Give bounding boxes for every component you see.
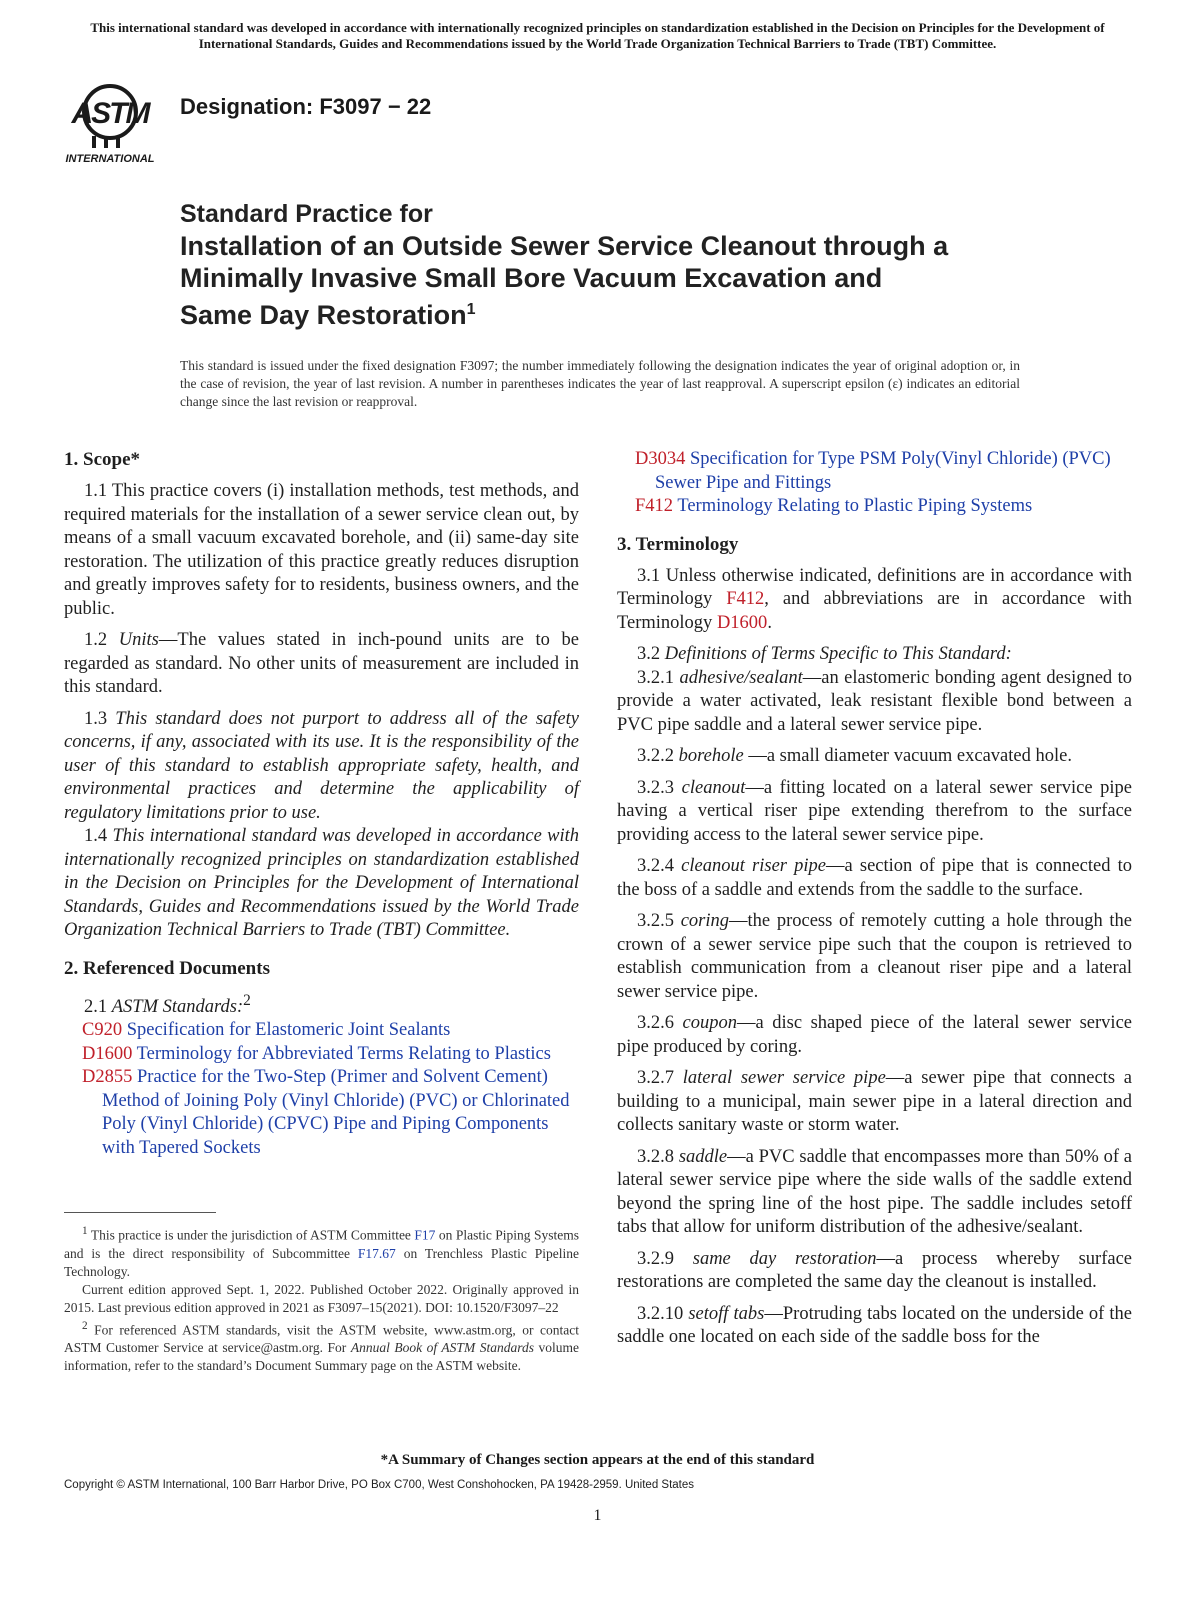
ref-d1600[interactable]: D1600 Terminology for Abbreviated Terms Relating to Plastics	[82, 1043, 551, 1064]
def-3-2-4: 3.2.4 cleanout riser pipe—a section of pipe that is connected to the boss of a saddle and extends from the saddle to the surface.	[617, 856, 1132, 900]
tbt-notice: This international standard was developed in accordance with internationally recognized principles on standardization established in the Decision on Principles for the Development of International Standards, Guides and Recommendations issued by the World Trade Organization Technical Barriers to Trade (TBT) Committee.	[90, 20, 1105, 51]
right-column	[617, 448, 1132, 1358]
scope-heading: 1. Scope*	[64, 449, 140, 470]
footnotes	[64, 1222, 579, 1375]
issue-note: This standard is issued under the fixed designation F3097; the number immediately following the designation indicates the year of original adoption or, in the case of revision, the year of last revision. A number in parentheses indicates the year of last reapproval. A superscript epsilon (ε) indicates an editorial change since the last revision or reapproval.	[180, 358, 1020, 409]
para-1-1: 1.1 This practice covers (i) installation methods, test methods, and required materials for the installation of a sewer service clean out, by means of a small vacuum excavated borehole, and (ii) same-day site restoration. The utilization of this practice greatly reduces disruption and greatly improves safety for to residents, business owners, and the public.	[64, 481, 579, 619]
def-3-2-6: 3.2.6 coupon—a disc shaped piece of the lateral sewer service pipe produced by coring.	[617, 1013, 1132, 1057]
logo-letters: ASTM	[71, 97, 149, 130]
footnote-1-edition: Current edition approved Sept. 1, 2022. Published October 2022. Originally approved in 2015. Last previous edition approved in 2021 as F3097–15(2021). DOI: 10.1520/F3097–22	[64, 1281, 579, 1315]
def-3-2-2: 3.2.2 borehole —a small diameter vacuum excavated hole.	[637, 746, 1072, 766]
footnote-2: $^2$ For referenced ASTM standards, visit the ASTM website, www.astm.org, or contact ASTM Customer Service at service@astm.org. For Annual Book of ASTM Standards volume information, refer to the standard’s Document Summary page on the ASTM website.	[64, 1319, 580, 1373]
copyright: Copyright © ASTM International, 100 Barr Harbor Drive, PO Box C700, West Conshohocken, PA 19428-2959. United States	[64, 1479, 695, 1491]
title-line-3-text: Same Day Restoration	[180, 300, 467, 330]
link-f17[interactable]: F17	[414, 1227, 436, 1243]
def-3-2-3: 3.2.3 cleanout—a fitting located on a lateral sewer service pipe having a vertical riser pipe extending therefrom to the surface providing access to the lateral sewer service pipe.	[617, 777, 1133, 845]
title-prefix: Standard Practice for	[180, 200, 433, 228]
para-3-2: 3.2 Definitions of Terms Specific to This Standard:	[637, 644, 1012, 664]
left-column	[64, 448, 579, 1160]
footnote-1: $^1$ This practice is under the jurisdiction of ASTM Committee F17 on Plastic Piping Systems and is the direct responsibility of Subcommittee F17.67 on Trenchless Plastic Pipeline Technology.	[64, 1225, 580, 1279]
para-1-4: 1.4 This international standard was developed in accordance with internationally recognized principles on standardization established in the Decision on Principles for the Development of International Standards, Guides and Recommendations issued by the World Trade Organization Technical Barriers to Trade (TBT) Committee.	[64, 826, 580, 940]
def-3-2-5: 3.2.5 coring—the process of remotely cutting a hole through the crown of a sewer service pipe such that the coupon is retrieved to establish communication from a cleanout riser pipe and a lateral sewer service pipe.	[617, 911, 1133, 1002]
para-3-1: 3.1 Unless otherwise indicated, definitions are in accordance with Terminology F412, and abbreviations are in accordance with Terminology D1600.	[617, 565, 1132, 633]
ref-d2855[interactable]: D2855 Practice for the Two-Step (Primer and Solvent Cement) Method of Joining Poly (Vinyl Chloride) (PVC) or Chlorinated Poly (Vinyl Chloride) (CPVC) Pipe and Piping Components with Tapered Sockets	[82, 1067, 570, 1158]
def-3-2-10: 3.2.10 setoff tabs—Protruding tabs located on the underside of the saddle one located on each side of the saddle boss for the	[617, 1303, 1133, 1347]
document-title	[180, 198, 1080, 331]
footnote-divider	[64, 1212, 216, 1213]
ref-c920[interactable]: C920 Specification for Elastomeric Joint Sealants	[82, 1020, 451, 1041]
title-footnote-mark[interactable]: 1	[466, 301, 476, 318]
title-line-2: Minimally Invasive Small Bore Vacuum Excavation and	[180, 263, 883, 293]
terminology-heading: 3. Terminology	[617, 533, 739, 555]
para-1-2: 1.2 Units—The values stated in inch-pound units are to be regarded as standard. No other units of measurement are included in this standard.	[64, 630, 579, 697]
def-3-2-7: 3.2.7 lateral sewer service pipe—a sewer pipe that connects a building to a municipal, main sewer pipe in a lateral direction and collects sanitary waste or storm water.	[617, 1068, 1132, 1135]
referenced-heading: 2. Referenced Documents	[64, 957, 270, 979]
summary-of-changes-note: *A Summary of Changes section appears at the end of this standard	[380, 1452, 815, 1468]
link-f17-67[interactable]: F17.67	[357, 1245, 396, 1261]
astm-logo	[64, 72, 168, 168]
title-line-3	[180, 294, 1080, 331]
designation: Designation: F3097 − 22	[180, 94, 432, 119]
def-3-2-8: 3.2.8 saddle—a PVC saddle that encompasses more than 50% of a lateral sewer service pipe where the side walls of the saddle extend beyond the spring line of the host pipe. The saddle includes setoff tabs that allow for uniform distribution of the adhesive/sealant.	[617, 1146, 1133, 1237]
ref-f412[interactable]: F412 Terminology Relating to Plastic Piping Systems	[635, 496, 1033, 516]
def-3-2-1: 3.2.1 adhesive/sealant—an elastomeric bonding agent designed to provide a water activated, leak resistant flexible bond between a PVC pipe saddle and a lateral sewer service pipe.	[617, 667, 1132, 735]
logo-international: INTERNATIONAL	[65, 153, 155, 165]
link-f412[interactable]: F412	[726, 589, 765, 609]
title-line-1: Installation of an Outside Sewer Service Cleanout through a	[180, 231, 949, 261]
para-1-3: 1.3 This standard does not purport to address all of the safety concerns, if any, associated with its use. It is the responsibility of the user of this standard to establish appropriate safety, health, and environmental practices and determine the applicability of regulatory limitations prior to use.	[64, 708, 579, 823]
ref-d3034[interactable]: D3034 Specification for Type PSM Poly(Vinyl Chloride) (PVC) Sewer Pipe and Fittings	[635, 449, 1111, 493]
def-3-2-9: 3.2.9 same day restoration—a process whereby surface restorations are completed the same day the cleanout is installed.	[617, 1248, 1133, 1292]
para-2-1: 2.1 ASTM Standards:$^2$	[84, 991, 251, 1017]
link-d1600[interactable]: D1600	[716, 612, 768, 633]
page-number: 1	[593, 1507, 602, 1524]
